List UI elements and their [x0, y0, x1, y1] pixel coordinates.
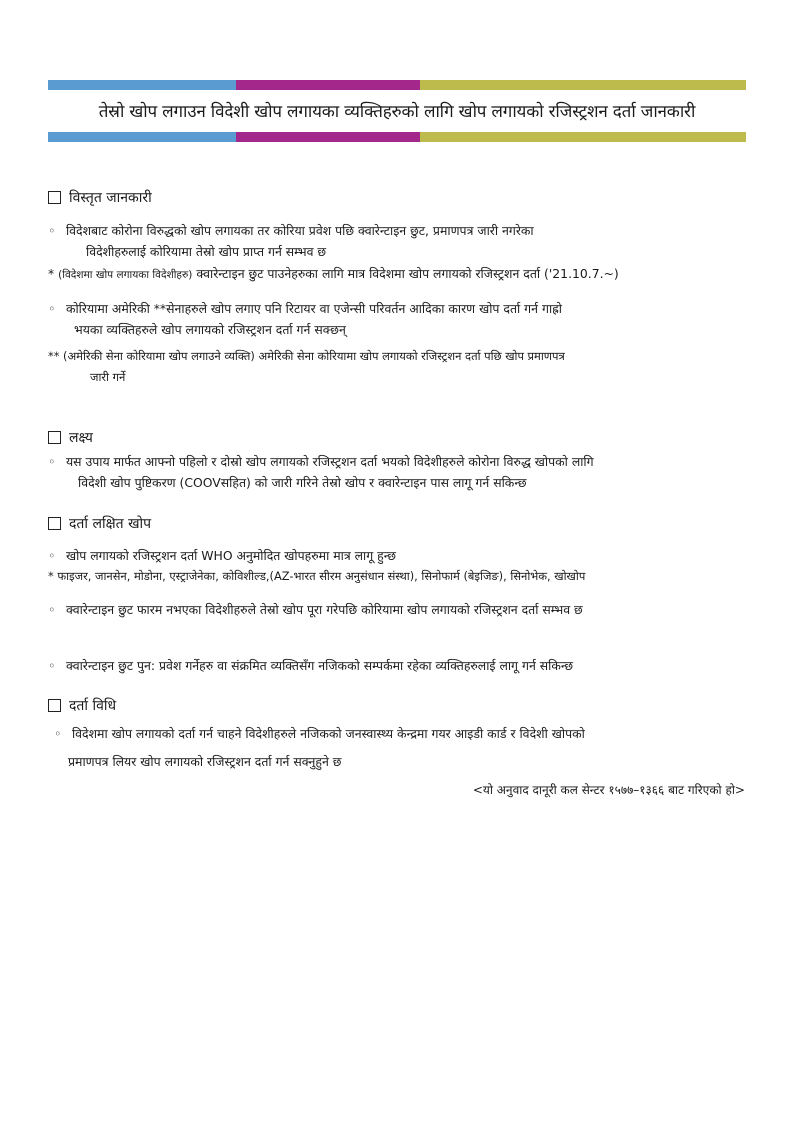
bar-segment-magenta: [236, 132, 420, 142]
item-text-continuation: भयका व्यक्तिहरुले खोप लगायको रजिस्ट्रशन दर्ता गर्न सक्छन्: [74, 322, 346, 337]
item-text: क्वारेन्टाइन छुट पुन: प्रवेश गर्नेहरु वा संक्रमित व्यक्तिसँग नजिकको सम्पर्कमा रहेका व्यक्तिहरुलाई लागू गर्न सकिन्छ: [65, 658, 574, 673]
bullet-icon: ◦: [54, 726, 62, 741]
note-mark: *: [48, 569, 54, 583]
bar-segment-blue: [48, 80, 236, 90]
section-heading: [48, 187, 748, 207]
bullet-icon: ◦: [48, 223, 56, 238]
bullet-icon: ◦: [48, 602, 56, 617]
item-text: विदेशमा खोप लगायको दर्ता गर्न चाहने विदेशीहरुले नजिकको जनस्वास्थ्य केन्द्रमा गयर आइडी कार्ड र विदेशी खोपको: [71, 726, 585, 741]
bar-segment-olive: [420, 132, 746, 142]
section-target-vaccines: [48, 513, 748, 533]
section-title: दर्ता लक्षित खोप: [69, 515, 152, 532]
bar-segment-olive: [420, 80, 746, 90]
item-text-continuation: विदेशीहरुलाई कोरियामा तेस्रो खोप प्राप्त गर्न सम्भव छ: [86, 244, 327, 259]
item-text-continuation: विदेशी खोप पुष्टिकरण (COOVसहित) को जारी गरिने तेस्रो खोप र क्वारेन्टाइन पास लागू गर्न सकिन्छ: [78, 475, 527, 490]
note-text: क्वारेन्टाइन छुट पाउनेहरुका लागि मात्र विदेशमा खोप लगायको रजिस्ट्रशन दर्ता ('21.10.7.~): [196, 266, 619, 281]
method-item: [54, 720, 754, 776]
checkbox-icon: [48, 699, 61, 712]
item-text: कोरियामा अमेरिकी **सेनाहरुले खोप लगाए पनि रिटायर वा एजेन्सी परिवर्तन आदिका कारण खोप दर्ता गर्न गाह्रो: [65, 301, 562, 316]
section-method: [48, 695, 748, 715]
target-item-1: [48, 545, 748, 566]
note-text-continuation: जारी गर्ने: [90, 370, 126, 384]
section-title: दर्ता विधि: [69, 697, 117, 714]
item-text: खोप लगायको रजिस्ट्रशन दर्ता WHO अनुमोदित खोपहरुमा मात्र लागू हुन्छ: [65, 548, 396, 563]
section-heading: [48, 427, 748, 447]
section-details: [48, 187, 748, 207]
checkbox-icon: [48, 431, 61, 444]
bullet-icon: ◦: [48, 658, 56, 673]
goal-item: [48, 451, 748, 493]
item-text-continuation: प्रमाणपत्र लियर खोप लगायको रजिस्ट्रशन दर्ता गर्न सक्नुहुने छ: [68, 754, 342, 769]
checkbox-icon: [48, 191, 61, 204]
document-title: तेस्रो खोप लगाउन विदेशी खोप लगायका व्यक्तिहरुको लागि खोप लगायको रजिस्ट्रशन दर्ता जानकारी: [98, 101, 696, 122]
target-note: [48, 566, 748, 587]
section-heading: [48, 695, 748, 715]
section-title: विस्तृत जानकारी: [69, 189, 152, 206]
bar-segment-magenta: [236, 80, 420, 90]
item-text: यस उपाय मार्फत आफ्नो पहिलो र दोस्रो खोप लगायको रजिस्ट्रशन दर्ता भयको विदेशीहरुले कोरोना विरुद्ध खोपको लागि: [65, 454, 594, 469]
section-heading: [48, 513, 748, 533]
note-text: (अमेरिकी सेना कोरियामा खोप लगाउने व्यक्ति) अमेरिकी सेना कोरियामा खोप लगायको रजिस्ट्रशन दर्ता पछि खोप प्रमाणपत्र: [63, 349, 565, 363]
target-item-2: [48, 599, 748, 620]
item-text: विदेशबाट कोरोना विरुद्धको खोप लगायका तर कोरिया प्रवेश पछि क्वारेन्टाइन छुट, प्रमाणपत्र जारी नगरेका: [65, 223, 534, 238]
note-mark: **: [48, 349, 60, 363]
details-item-2: [48, 298, 748, 340]
note-text: फाइजर, जानसेन, मोडोना, एस्ट्राजेनेका, कोविशील्ड,(AZ-भारत सीरम अनुसंधान संस्था), सिनोफार्म (बेइजिङ), सिनोभेक, खोखोप: [57, 569, 586, 583]
section-goal: [48, 427, 748, 447]
details-item-1: [48, 220, 748, 262]
top-color-bar: [48, 80, 746, 90]
details-note-2: [48, 346, 748, 388]
bar-segment-blue: [48, 132, 236, 142]
target-item-3: [48, 655, 748, 676]
bullet-icon: ◦: [48, 548, 56, 563]
note-qualifier: (विदेशमा खोप लगायका विदेशीहरु): [58, 269, 193, 281]
item-text: क्वारेन्टाइन छुट फारम नभएका विदेशीहरुले तेस्रो खोप पूरा गरेपछि कोरियामा खोप लगायको रजिस्ट्रशन दर्ता सम्भव छ: [65, 602, 583, 617]
section-title: लक्ष्य: [69, 429, 93, 446]
details-note-1: [48, 263, 748, 286]
bullet-icon: ◦: [48, 301, 56, 316]
bullet-icon: ◦: [48, 454, 56, 469]
bottom-color-bar: [48, 132, 746, 142]
note-mark: *: [48, 266, 55, 281]
checkbox-icon: [48, 517, 61, 530]
translation-credit: <यो अनुवाद दानूरी कल सेन्टर १५७७–१३६६ बाट गरिएको हो>: [472, 783, 745, 797]
